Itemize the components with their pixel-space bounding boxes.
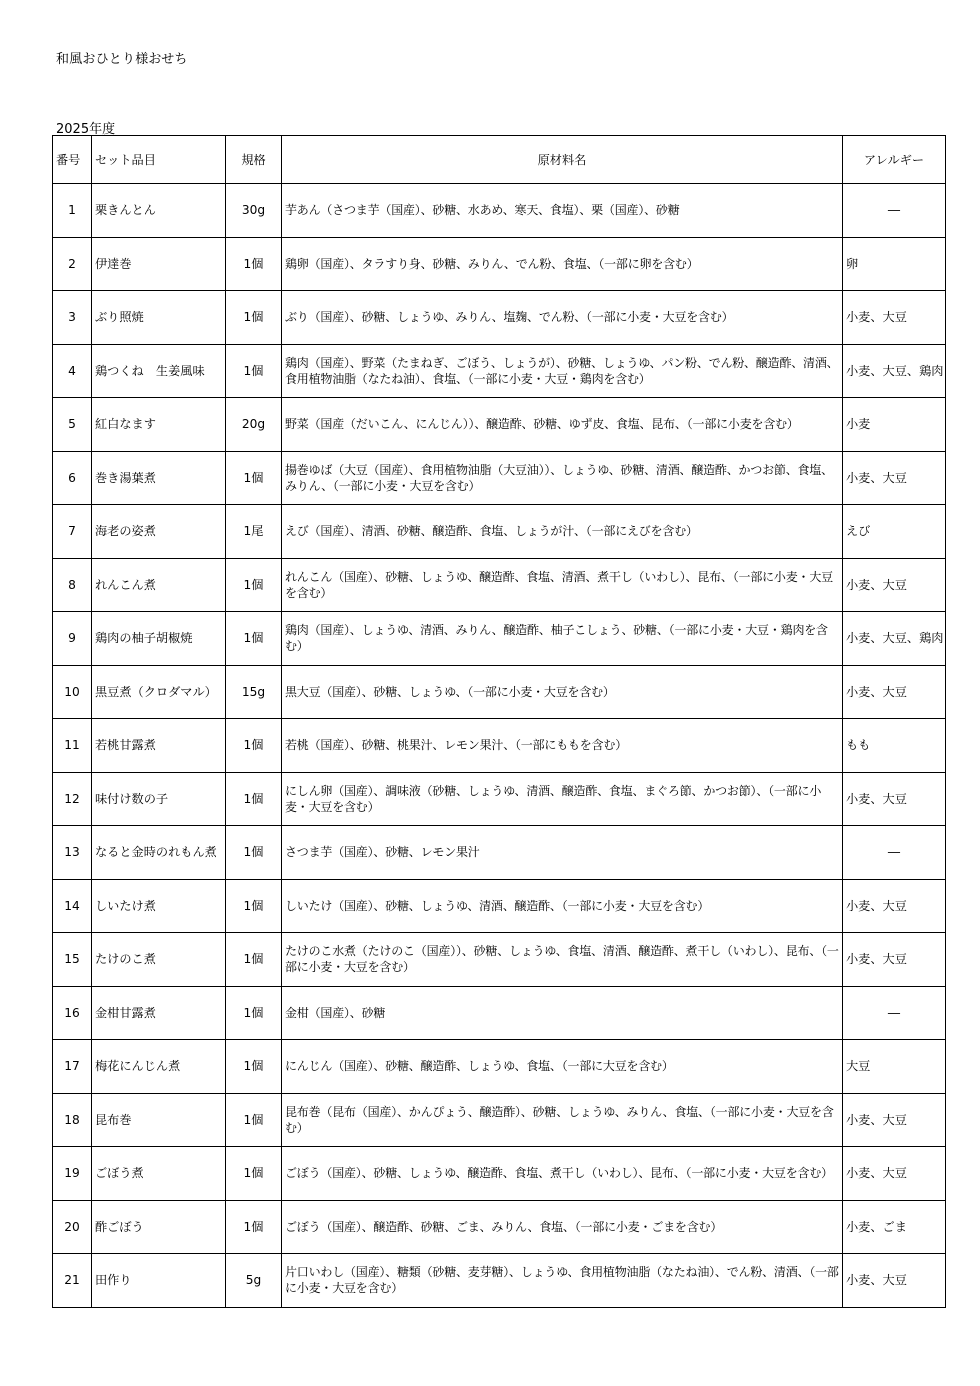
table-row xyxy=(53,344,946,398)
row-spec: 5g xyxy=(226,1254,282,1308)
table-row xyxy=(53,879,946,933)
row-allergy: 小麦、大豆 xyxy=(843,451,946,505)
table-row xyxy=(53,1040,946,1094)
row-number: 20 xyxy=(53,1200,92,1254)
row-item-name: 田作り xyxy=(92,1254,226,1308)
row-item-name: 栗きんとん xyxy=(92,184,226,238)
row-number: 14 xyxy=(53,879,92,933)
row-spec: 1個 xyxy=(226,237,282,291)
table-row xyxy=(53,558,946,612)
row-number: 1 xyxy=(53,184,92,238)
row-spec: 1個 xyxy=(226,879,282,933)
row-number: 9 xyxy=(53,612,92,666)
header-item-name: セット品目 xyxy=(92,136,226,184)
row-allergy: 小麦、大豆 xyxy=(843,558,946,612)
table-row xyxy=(53,986,946,1040)
row-allergy: 小麦、大豆 xyxy=(843,291,946,345)
row-item-name: 紅白なます xyxy=(92,398,226,452)
row-number: 2 xyxy=(53,237,92,291)
row-item-name: 酢ごぼう xyxy=(92,1200,226,1254)
row-number: 4 xyxy=(53,344,92,398)
table-row xyxy=(53,1093,946,1147)
row-allergy: 小麦、大豆 xyxy=(843,772,946,826)
row-number: 11 xyxy=(53,719,92,773)
row-number: 7 xyxy=(53,505,92,559)
document-title: 和風おひとり様おせち xyxy=(56,52,188,67)
row-ingredients: えび（国産）、清酒、砂糖、醸造酢、食塩、しょうが汁、（一部にえびを含む） xyxy=(282,505,843,559)
row-item-name: ごぼう煮 xyxy=(92,1147,226,1201)
row-number: 15 xyxy=(53,933,92,987)
table-row xyxy=(53,451,946,505)
row-number: 5 xyxy=(53,398,92,452)
table-row xyxy=(53,505,946,559)
row-ingredients: れんこん（国産）、砂糖、しょうゆ、醸造酢、食塩、清酒、煮干し（いわし）、昆布、（一部に小麦・大豆を含む） xyxy=(282,558,843,612)
table-row xyxy=(53,291,946,345)
row-spec: 15g xyxy=(226,665,282,719)
table-row xyxy=(53,1254,946,1308)
row-item-name: 鶏肉の柚子胡椒焼 xyxy=(92,612,226,666)
row-ingredients: 黒大豆（国産）、砂糖、しょうゆ、（一部に小麦・大豆を含む） xyxy=(282,665,843,719)
row-item-name: たけのこ煮 xyxy=(92,933,226,987)
table-row xyxy=(53,1147,946,1201)
table-row xyxy=(53,826,946,880)
table-row xyxy=(53,1200,946,1254)
ingredients-table xyxy=(52,135,946,1308)
row-number: 18 xyxy=(53,1093,92,1147)
row-item-name: れんこん煮 xyxy=(92,558,226,612)
row-ingredients: さつま芋（国産）、砂糖、レモン果汁 xyxy=(282,826,843,880)
row-ingredients: 鶏肉（国産）、しょうゆ、清酒、みりん、醸造酢、柚子こしょう、砂糖、（一部に小麦・大豆・鶏肉を含む） xyxy=(282,612,843,666)
fiscal-year-label: 2025年度 xyxy=(56,122,116,137)
table-row xyxy=(53,719,946,773)
row-ingredients: ごぼう（国産）、醸造酢、砂糖、ごま、みりん、食塩、（一部に小麦・ごまを含む） xyxy=(282,1200,843,1254)
table-row xyxy=(53,237,946,291)
header-ingredients: 原材料名 xyxy=(282,136,843,184)
row-allergy: 小麦、ごま xyxy=(843,1200,946,1254)
row-spec: 1個 xyxy=(226,826,282,880)
header-allergy: アレルギー xyxy=(843,136,946,184)
row-number: 8 xyxy=(53,558,92,612)
row-number: 3 xyxy=(53,291,92,345)
table-row xyxy=(53,398,946,452)
table-body xyxy=(53,184,946,1308)
row-number: 10 xyxy=(53,665,92,719)
row-item-name: 黒豆煮（クロダマル） xyxy=(92,665,226,719)
row-spec: 1個 xyxy=(226,1093,282,1147)
row-spec: 30g xyxy=(226,184,282,238)
row-allergy: 小麦、大豆 xyxy=(843,933,946,987)
row-allergy: 小麦、大豆 xyxy=(843,1147,946,1201)
row-ingredients: たけのこ水煮（たけのこ（国産））、砂糖、しょうゆ、食塩、清酒、醸造酢、煮干し（いわし）、昆布、（一部に小麦・大豆を含む） xyxy=(282,933,843,987)
table-row xyxy=(53,612,946,666)
row-ingredients: しいたけ（国産）、砂糖、しょうゆ、清酒、醸造酢、（一部に小麦・大豆を含む） xyxy=(282,879,843,933)
row-item-name: ぶり照焼 xyxy=(92,291,226,345)
row-spec: 1個 xyxy=(226,612,282,666)
row-spec: 1個 xyxy=(226,719,282,773)
row-ingredients: ぶり（国産）、砂糖、しょうゆ、みりん、塩麹、でん粉、（一部に小麦・大豆を含む） xyxy=(282,291,843,345)
row-item-name: 伊達巻 xyxy=(92,237,226,291)
row-ingredients: 金柑（国産）、砂糖 xyxy=(282,986,843,1040)
row-number: 6 xyxy=(53,451,92,505)
row-allergy: 小麦、大豆 xyxy=(843,1093,946,1147)
row-number: 13 xyxy=(53,826,92,880)
row-ingredients: 芋あん（さつま芋（国産）、砂糖、水あめ、寒天、食塩）、栗（国産）、砂糖 xyxy=(282,184,843,238)
row-item-name: 巻き湯葉煮 xyxy=(92,451,226,505)
row-allergy: 小麦、大豆 xyxy=(843,1254,946,1308)
row-number: 19 xyxy=(53,1147,92,1201)
table-row xyxy=(53,184,946,238)
row-spec: 1個 xyxy=(226,451,282,505)
row-number: 16 xyxy=(53,986,92,1040)
row-item-name: 昆布巻 xyxy=(92,1093,226,1147)
row-allergy: ― xyxy=(843,184,946,238)
table-row xyxy=(53,933,946,987)
row-item-name: 海老の姿煮 xyxy=(92,505,226,559)
row-spec: 1個 xyxy=(226,1200,282,1254)
row-allergy: えび xyxy=(843,505,946,559)
row-spec: 1個 xyxy=(226,772,282,826)
row-allergy: もも xyxy=(843,719,946,773)
row-allergy: 小麦 xyxy=(843,398,946,452)
row-ingredients: にしん卵（国産）、調味液（砂糖、しょうゆ、清酒、醸造酢、食塩、まぐろ節、かつお節）、（一部に小麦・大豆を含む） xyxy=(282,772,843,826)
row-number: 12 xyxy=(53,772,92,826)
row-ingredients: 昆布巻（昆布（国産）、かんぴょう、醸造酢）、砂糖、しょうゆ、みりん、食塩、（一部に小麦・大豆を含む） xyxy=(282,1093,843,1147)
row-spec: 1尾 xyxy=(226,505,282,559)
row-ingredients: 鶏肉（国産）、野菜（たまねぎ、ごぼう、しょうが）、砂糖、しょうゆ、パン粉、でん粉、醸造酢、清酒、食用植物油脂（なたね油）、食塩、（一部に小麦・大豆・鶏肉を含む） xyxy=(282,344,843,398)
row-allergy: 小麦、大豆、鶏肉 xyxy=(843,344,946,398)
row-item-name: 味付け数の子 xyxy=(92,772,226,826)
row-ingredients: にんじん（国産）、砂糖、醸造酢、しょうゆ、食塩、（一部に大豆を含む） xyxy=(282,1040,843,1094)
row-ingredients: 野菜（国産（だいこん、にんじん））、醸造酢、砂糖、ゆず皮、食塩、昆布、（一部に小麦を含む） xyxy=(282,398,843,452)
row-number: 17 xyxy=(53,1040,92,1094)
header-spec: 規格 xyxy=(226,136,282,184)
row-spec: 1個 xyxy=(226,1040,282,1094)
row-allergy: 卵 xyxy=(843,237,946,291)
row-item-name: 鶏つくね 生姜風味 xyxy=(92,344,226,398)
row-allergy: 小麦、大豆、鶏肉 xyxy=(843,612,946,666)
row-ingredients: 若桃（国産）、砂糖、桃果汁、レモン果汁、（一部にももを含む） xyxy=(282,719,843,773)
row-spec: 1個 xyxy=(226,933,282,987)
row-item-name: 梅花にんじん煮 xyxy=(92,1040,226,1094)
row-allergy: ― xyxy=(843,826,946,880)
row-item-name: なると金時のれもん煮 xyxy=(92,826,226,880)
row-allergy: 大豆 xyxy=(843,1040,946,1094)
row-item-name: しいたけ煮 xyxy=(92,879,226,933)
row-ingredients: 鶏卵（国産）、タラすり身、砂糖、みりん、でん粉、食塩、（一部に卵を含む） xyxy=(282,237,843,291)
row-ingredients: ごぼう（国産）、砂糖、しょうゆ、醸造酢、食塩、煮干し（いわし）、昆布、（一部に小麦・大豆を含む） xyxy=(282,1147,843,1201)
row-spec: 20g xyxy=(226,398,282,452)
row-spec: 1個 xyxy=(226,558,282,612)
row-ingredients: 片口いわし（国産）、糖類（砂糖、麦芽糖）、しょうゆ、食用植物油脂（なたね油）、でん粉、清酒、（一部に小麦・大豆を含む） xyxy=(282,1254,843,1308)
row-item-name: 若桃甘露煮 xyxy=(92,719,226,773)
row-item-name: 金柑甘露煮 xyxy=(92,986,226,1040)
row-spec: 1個 xyxy=(226,291,282,345)
header-number: 番号 xyxy=(53,136,92,184)
row-allergy: 小麦、大豆 xyxy=(843,665,946,719)
table-row xyxy=(53,665,946,719)
row-spec: 1個 xyxy=(226,344,282,398)
row-number: 21 xyxy=(53,1254,92,1308)
table-header xyxy=(53,136,946,184)
header-row xyxy=(53,136,946,184)
row-allergy: ― xyxy=(843,986,946,1040)
row-ingredients: 揚巻ゆば（大豆（国産）、食用植物油脂（大豆油））、しょうゆ、砂糖、清酒、醸造酢、かつお節、食塩、みりん、（一部に小麦・大豆を含む） xyxy=(282,451,843,505)
row-spec: 1個 xyxy=(226,1147,282,1201)
row-spec: 1個 xyxy=(226,986,282,1040)
table-row xyxy=(53,772,946,826)
row-allergy: 小麦、大豆 xyxy=(843,879,946,933)
